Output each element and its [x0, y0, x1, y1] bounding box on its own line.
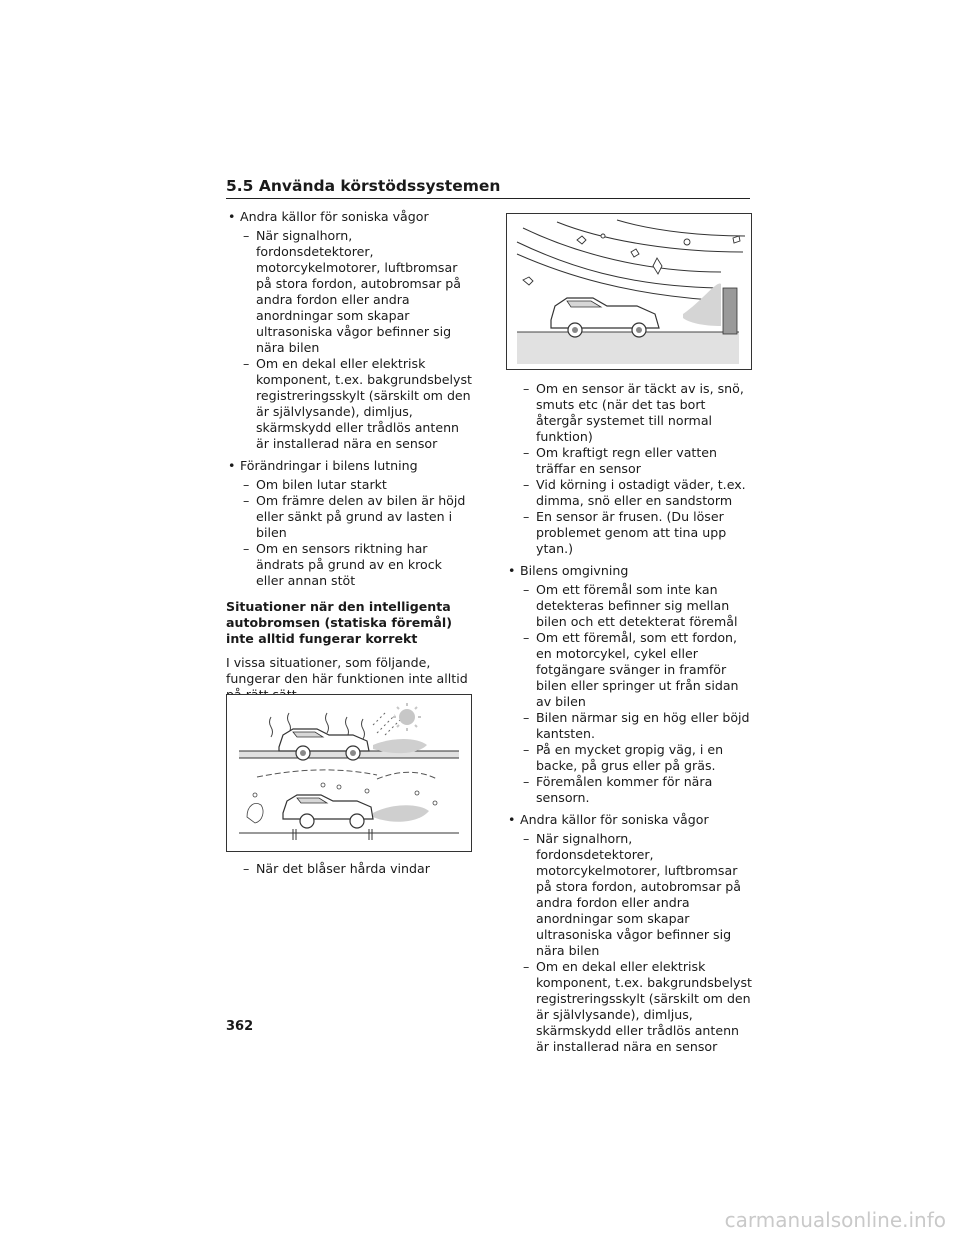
- bullet-label: • Andra källor för soniska vågor: [226, 209, 472, 225]
- list-item: – Om en dekal eller elektrisk komponent, t.ex. bakgrundsbelyst registreringsskylt (särskilt om den är självlysande), dimljus, skärmskydd eller trådlös antenn är installerad nära en sensor: [226, 356, 472, 452]
- list-item: – När det blåser hårda vindar: [226, 861, 472, 877]
- watermark: carmanualsonline.info: [724, 1208, 946, 1232]
- list-item: – Om en sensor är täckt av is, snö, smuts etc (när det tas bort återgår systemet till normal funktion): [506, 381, 752, 445]
- list-item: – Bilen närmar sig en hög eller böjd kantsten.: [506, 710, 752, 742]
- wind-caption: [226, 861, 472, 877]
- bullet-label: • Förändringar i bilens lutning: [226, 458, 472, 474]
- weather-illustration: [226, 694, 472, 852]
- list-item: – På en mycket gropig väg, i en backe, på grus eller på gräs.: [506, 742, 752, 774]
- list-item: – Om en sensors riktning har ändrats på grund av en krock eller annan stöt: [226, 541, 472, 589]
- list-item: – Om främre delen av bilen är höjd eller sänkt på grund av lasten i bilen: [226, 493, 472, 541]
- subsection-heading: Situationer när den intelligenta autobromsen (statiska föremål) inte alltid fungerar korrekt: [226, 599, 452, 646]
- bullet-sonic-sources: [226, 209, 472, 452]
- sonic-wave-illustration: [506, 213, 752, 370]
- list-item: – Om bilen lutar starkt: [226, 477, 472, 493]
- list-item: – När signalhorn, fordonsdetektorer, motorcykelmotorer, luftbromsar på stora fordon, autobromsar på andra fordon eller andra anordningar som skapar ultrasoniska vågor befinner sig nära bilen: [506, 831, 752, 959]
- section-divider: [226, 198, 750, 199]
- list-item: – Om en dekal eller elektrisk komponent, t.ex. bakgrundsbelyst registreringsskylt (särskilt om den är självlysande), dimljus, skärmskydd eller trådlös antenn är installerad nära en sensor: [506, 959, 752, 1055]
- list-item: – Om kraftigt regn eller vatten träffar en sensor: [506, 445, 752, 477]
- list-item: – När signalhorn, fordonsdetektorer, motorcykelmotorer, luftbromsar på stora fordon, autobromsar på andra fordon eller andra anordningar som skapar ultrasoniska vågor befinner sig nära bilen: [226, 228, 472, 356]
- right-column: [506, 381, 752, 1061]
- list-item: – Om ett föremål som inte kan detekteras befinner sig mellan bilen och ett detekterat föremål: [506, 582, 752, 630]
- list-item: – Om ett föremål, som ett fordon, en motorcykel, cykel eller fotgängare svänger in framför bilen eller springer ut från sidan av bilen: [506, 630, 752, 710]
- intro-paragraph: I vissa situationer, som följande, fungerar den här funktionen inte alltid: [226, 655, 468, 686]
- bullet-surroundings: [506, 563, 752, 806]
- bullet-label: • Andra källor för soniska vågor: [506, 812, 752, 828]
- bullet-sonic-sources-2: [506, 812, 752, 1055]
- list-item: – En sensor är frusen. (Du löser problemet genom att tina upp ytan.): [506, 509, 752, 557]
- section-title: 5.5 Använda körstödssystemen: [226, 177, 501, 195]
- list-item: – Vid körning i ostadigt väder, t.ex. dimma, snö eller en sandstorm: [506, 477, 752, 509]
- page-number: 362: [226, 1019, 254, 1034]
- bullet-vehicle-tilt: [226, 458, 472, 589]
- weather-continued: [506, 381, 752, 557]
- list-item: – Föremålen kommer för nära sensorn.: [506, 774, 752, 806]
- bullet-label: • Bilens omgivning: [506, 563, 752, 579]
